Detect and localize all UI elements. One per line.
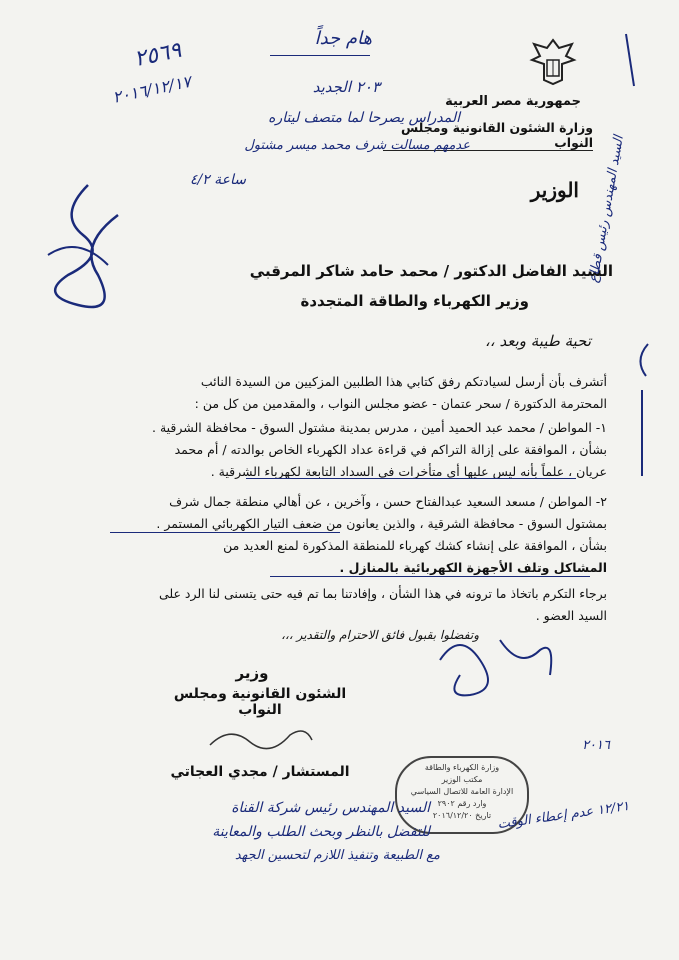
signature-title1: وزير	[235, 664, 269, 682]
right-margin-note: السيد المهندس رئيس قطاع	[586, 134, 627, 284]
stamp-line1: وزارة الكهرباء والطاقة	[424, 763, 500, 772]
republic-name: جمهورية مصر العربية	[445, 94, 581, 109]
item2-line2: بمشتول السوق - محافظة الشرقية ، والذين يعانون من ضعف التيار الكهربائي المستمر .	[156, 516, 607, 531]
stamp-line2: مكتب الوزير	[441, 775, 483, 784]
item2-underline-b	[270, 576, 590, 577]
item2-line3: بشأن ، الموافقة على إنشاء كشك كهرباء للمنطقة المذكورة لمنع العديد من	[223, 538, 607, 553]
body-intro-line1: أتشرف بأن أرسل لسيادتكم رفق كتابي هذا الطلبين المزكيين من السيدة النائب	[200, 374, 607, 389]
ref-date: ٢٠١٦/١٢/١٧	[110, 71, 193, 107]
bottom-note1: السيد المهندس رئيس شركة القناة	[231, 800, 430, 816]
bottom-note2: للتفضل بالنظر وبحث الطلب والمعاينة	[212, 824, 430, 840]
initials-scribble-icon	[420, 620, 570, 710]
item1-line2: بشأن ، الموافقة على إزالة التراكم في قراءة عداد الكهرباء الخاص بوالدته / أم محمد	[174, 442, 607, 457]
addressee-line2: وزير الكهرباء والطاقة المتجددة	[300, 292, 529, 310]
important-underline	[270, 55, 370, 56]
margin-bracket-icon	[628, 340, 658, 480]
addressee-line1: السيد الفاضل الدكتور / محمد حامد شاكر المرقبي	[249, 262, 613, 280]
ref-number: ٢٥٦٩	[132, 37, 184, 73]
important-note: هام جداً	[314, 28, 372, 49]
closing-line2: السيد العضو .	[535, 608, 607, 623]
closing-line1: برجاء التكرم باتخاذ ما ترونه في هذا الشأن ، وإفادتنا بما تم فيه حتى يتسنى لنا الرد على	[158, 586, 607, 601]
margin-note: ١٢/٢١ عدم إعطاء الوقت	[496, 798, 631, 833]
top-note-line2: عدمهم مسالت شرف محمد ميسر مشتول	[244, 138, 470, 153]
item2-underline-a	[110, 532, 340, 533]
signature-title2: الشئون القانونية ومجلس النواب	[173, 686, 347, 718]
signature-name: المستشار / مجدي العجاتي	[170, 764, 350, 780]
item2-line4: المشاكل وتلف الأجهزة الكهربائية بالمنازل .	[339, 560, 607, 575]
margin-mark-icon	[614, 30, 644, 90]
stamp-line5: تاريخ ٢٠١٦/١٢/٢٠	[432, 811, 492, 820]
courtesy: وتفضلوا بقبول فائق الاحترام والتقدير ،،،	[281, 628, 479, 642]
greeting: تحية طيبة وبعد ،،	[485, 332, 591, 350]
top-note-line3: ساعة ٤/٢	[189, 172, 246, 188]
item1-underline	[246, 478, 576, 479]
item2-line1: ٢- المواطن / مسعد السعيد عبدالفتاح حسن ، وآخرين ، عن أهالي منطقة جمال شرف	[169, 494, 607, 509]
year-note: ٢٠١٦	[582, 738, 610, 753]
eagle-emblem-icon	[528, 36, 578, 88]
item1-line1: ١- المواطن / محمد عبد الحميد أمين ، مدرس بمدينة مشتول السوق - محافظة الشرقية .	[152, 420, 607, 435]
stamp-line4: وارد رقم ٢٩٠٢	[437, 799, 487, 808]
body-intro-line2: المحترمة الدكتورة / سحر عتمان - عضو مجلس النواب ، والمقدمين من كل من :	[194, 396, 607, 411]
top-note-line1: المدراس يصرحا لما متصف ليتاره	[268, 110, 460, 126]
minister-signature-icon	[200, 720, 320, 760]
minister-office: الوزير	[530, 178, 579, 202]
stamp-line3: الإدارة العامة للاتصال السياسي	[410, 787, 514, 796]
date-line: ٢٠٣ الجديد	[312, 78, 380, 96]
item1-line3: عريان ، علماً بأنه ليس عليها أي متأخرات في السداد التابعة لكهرباء الشرقية .	[210, 464, 607, 479]
bottom-note3: مع الطبيعة وتنفيذ اللازم لتحسين الجهد	[234, 848, 440, 863]
ministry-name: وزارة الشئون القانونية ومجلس النواب	[383, 120, 593, 151]
